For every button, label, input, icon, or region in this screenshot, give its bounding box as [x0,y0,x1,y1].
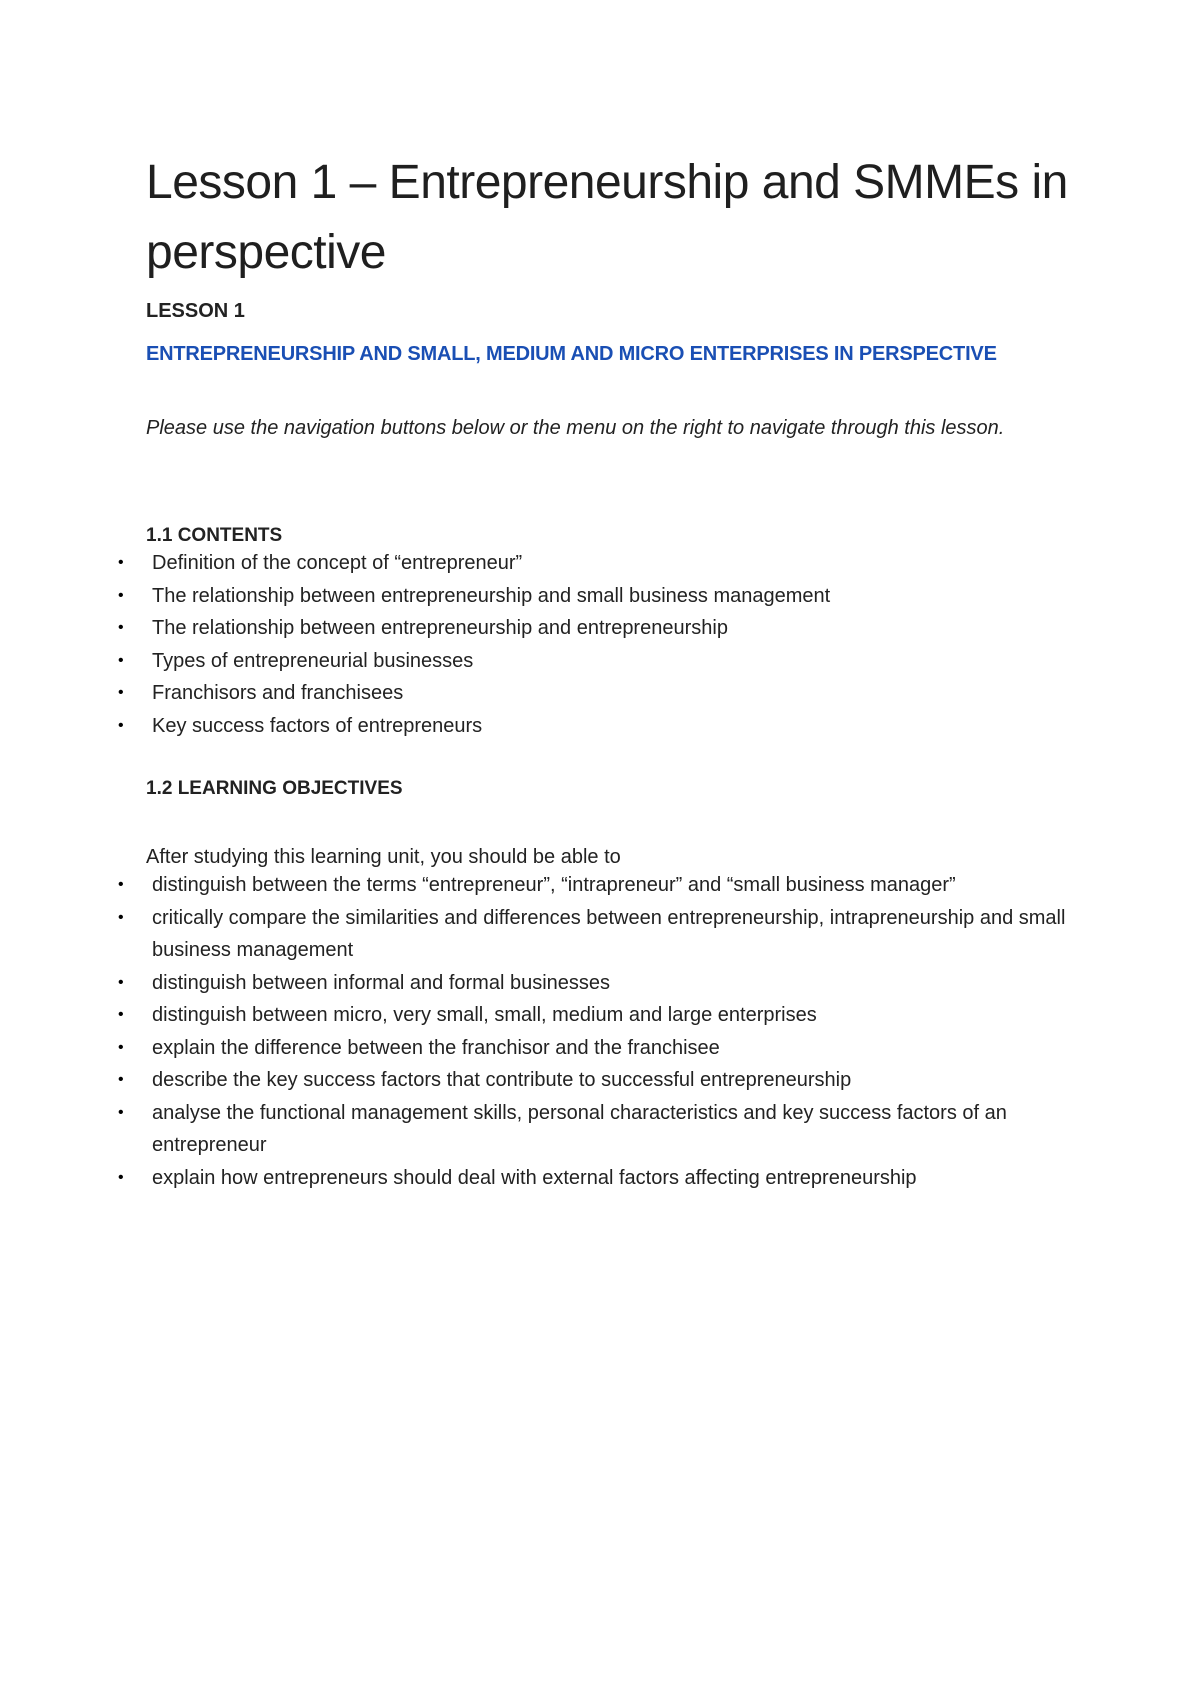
learning-objectives-heading: 1.2 LEARNING OBJECTIVES [146,778,403,799]
bullet-icon: • [118,973,124,991]
objective-item-text: distinguish between the terms “entrepreneur”, “intrapreneur” and “small business manager” [152,874,956,896]
objective-item-text: explain how entrepreneurs should deal with external factors affecting entrepreneurship [152,1166,917,1189]
objective-item-text: distinguish between micro, very small, small, medium and large enterprises [152,1004,817,1026]
contents-item-text: Definition of the concept of “entrepreneur” [152,552,523,574]
bullet-icon: • [118,876,124,893]
contents-list-item [118,710,1076,743]
contents-item-text: The relationship between entrepreneurship and entrepreneurship [152,617,728,639]
lesson-subtitle: ENTREPRENEURSHIP AND SMALL, MEDIUM AND MICRO ENTERPRISES IN PERSPECTIVE [146,343,997,365]
objective-list-item [118,902,1076,967]
objective-list-item [118,1162,1076,1195]
bullet-icon: • [118,908,124,926]
bullet-icon: • [118,1103,124,1121]
objective-item-text: distinguish between informal and formal businesses [152,971,611,994]
bullet-icon: • [118,684,124,701]
objective-item-text: analyse the functional management skills, personal characteristics and key success factors of an entrepreneur [152,1101,1007,1156]
contents-item-text: The relationship between entrepreneurship and small business management [152,584,831,607]
bullet-icon: • [118,651,124,669]
bullet-icon: • [118,619,124,636]
learning-objectives-list [118,869,1076,1194]
objective-list-item [118,967,1076,1000]
contents-list [118,547,1076,742]
objective-item-text: critically compare the similarities and differences between entrepreneurship, intrapreneurship and small business management [152,906,1066,961]
contents-item-text: Franchisors and franchisees [152,682,404,704]
bullet-icon: • [118,1006,124,1023]
contents-list-item [118,612,1076,645]
bullet-icon: • [118,1168,124,1186]
bullet-icon: • [118,1038,124,1056]
bullet-icon: • [118,586,124,604]
page-title: Lesson 1 – Entrepreneurship and SMMEs in perspective [146,156,1068,279]
contents-heading: 1.1 CONTENTS [146,525,283,546]
contents-list-item [118,547,1076,580]
contents-item-text: Key success factors of entrepreneurs [152,714,483,737]
bullet-icon: • [118,716,124,734]
objective-list-item [118,1064,1076,1097]
navigation-instructions: Please use the navigation buttons below or the menu on the right to navigate through this lesson. [146,417,1005,439]
contents-list-item [118,580,1076,613]
objective-item-text: describe the key success factors that contribute to successful entrepreneurship [152,1069,852,1091]
contents-list-item [118,645,1076,678]
contents-list-item [118,677,1076,710]
objective-list-item [118,999,1076,1032]
objective-list-item [118,1097,1076,1162]
document-content [118,148,1076,1194]
lesson-label: LESSON 1 [146,300,245,322]
bullet-icon: • [118,554,124,571]
learning-objectives-intro: After studying this learning unit, you should be able to [146,846,621,868]
bullet-icon: • [118,1071,124,1088]
objective-list-item [118,1032,1076,1065]
objective-list-item [118,869,1076,902]
contents-item-text: Types of entrepreneurial businesses [152,649,474,672]
objective-item-text: explain the difference between the franchisor and the franchisee [152,1036,720,1059]
